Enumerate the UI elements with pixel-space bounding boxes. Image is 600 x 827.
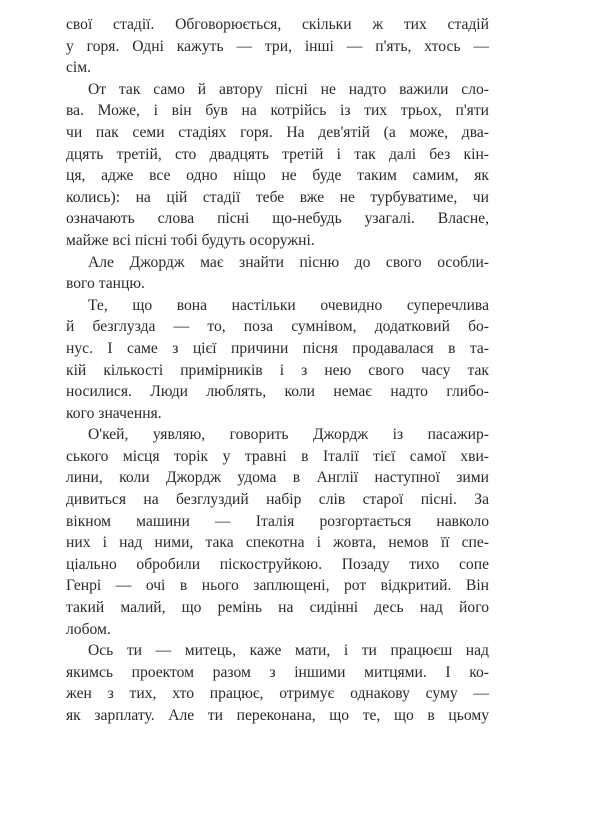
- text-line: ця, адже все одно ніщо не буде таким самим, як: [66, 167, 489, 185]
- text-line: означають слова пісні що-небудь узагалі. Власне,: [66, 210, 489, 228]
- paragraph: [66, 252, 489, 295]
- text-line: дивиться на безглуздий набір слів старої пісні. За: [66, 491, 489, 509]
- text-line: вікном машини — Італія розгортається навколо: [66, 512, 489, 530]
- text-line: вого танцю.: [66, 275, 145, 293]
- text-line: Але Джордж має знайти пісню до свого особли-: [88, 253, 489, 271]
- text-line: жен з тих, хто працює, отримує однакову суму —: [66, 685, 489, 703]
- text-line: носилися. Люди люблять, коли немає надто глибо-: [66, 383, 489, 401]
- paragraph: [66, 79, 489, 252]
- text-line: ціально обробили піскоструйкою. Позаду тихо сопе: [66, 555, 489, 573]
- text-line: такий малий, що ремінь на сидінні десь над його: [66, 599, 489, 617]
- text-line: ського місця торік у травні в Італії тієї самої хви-: [66, 447, 489, 465]
- text-line: колись): на цій стадії тебе вже не турбуватиме, чи: [66, 188, 489, 206]
- text-line: у горя. Одні кажуть — три, інші — п'ять, хтось —: [66, 37, 489, 55]
- paragraph: [66, 640, 489, 726]
- text-line: лини, коли Джордж удома в Англії наступної зими: [66, 469, 489, 487]
- text-line: сім.: [66, 59, 92, 77]
- text-line: й безглузда — то, поза сумнівом, додатковий бо-: [66, 318, 489, 336]
- book-page-text: [66, 14, 489, 727]
- text-line: ва. Може, і він був на котрійсь із тих трьох, п'яти: [66, 102, 489, 120]
- text-line: свої стадії. Обговорюється, скільки ж тих стадій: [66, 16, 489, 33]
- text-line: Те, що вона настільки очевидно суперечлива: [88, 296, 489, 314]
- text-line: кого значення.: [66, 404, 162, 422]
- text-line: дцять третій, сто двадцять третій і так далі без кін-: [66, 145, 489, 163]
- paragraph: [66, 295, 489, 425]
- text-line: кій кількості примірників і з нею свого часу так: [66, 361, 489, 379]
- text-line: майже всі пісні тобі будуть осоружні.: [66, 231, 315, 249]
- paragraph: [66, 14, 489, 79]
- text-line: чи пак семи стадіях горя. На дев'ятій (а може, два-: [66, 123, 489, 141]
- text-line: як зарплату. Але ти переконана, що те, що в цьому: [66, 707, 489, 724]
- text-line: якимсь проектом разом з іншими митцями. І ко-: [66, 663, 489, 681]
- paragraph: [66, 424, 489, 640]
- text-line: нус. І саме з цієї причини пісня продавалася в та-: [66, 339, 489, 357]
- text-line: лобом.: [66, 620, 111, 638]
- text-line: них і над ними, така спекотна і жовта, немов її спе-: [66, 534, 489, 552]
- text-line: Ось ти — митець, каже мати, і ти працюєш над: [88, 642, 489, 660]
- text-line: От так само й автору пісні не надто важили сло-: [88, 80, 489, 98]
- text-line: О'кей, уявляю, говорить Джордж із пасажир-: [88, 426, 489, 444]
- text-line: Генрі — очі в нього заплющені, рот відкритий. Він: [66, 577, 489, 595]
